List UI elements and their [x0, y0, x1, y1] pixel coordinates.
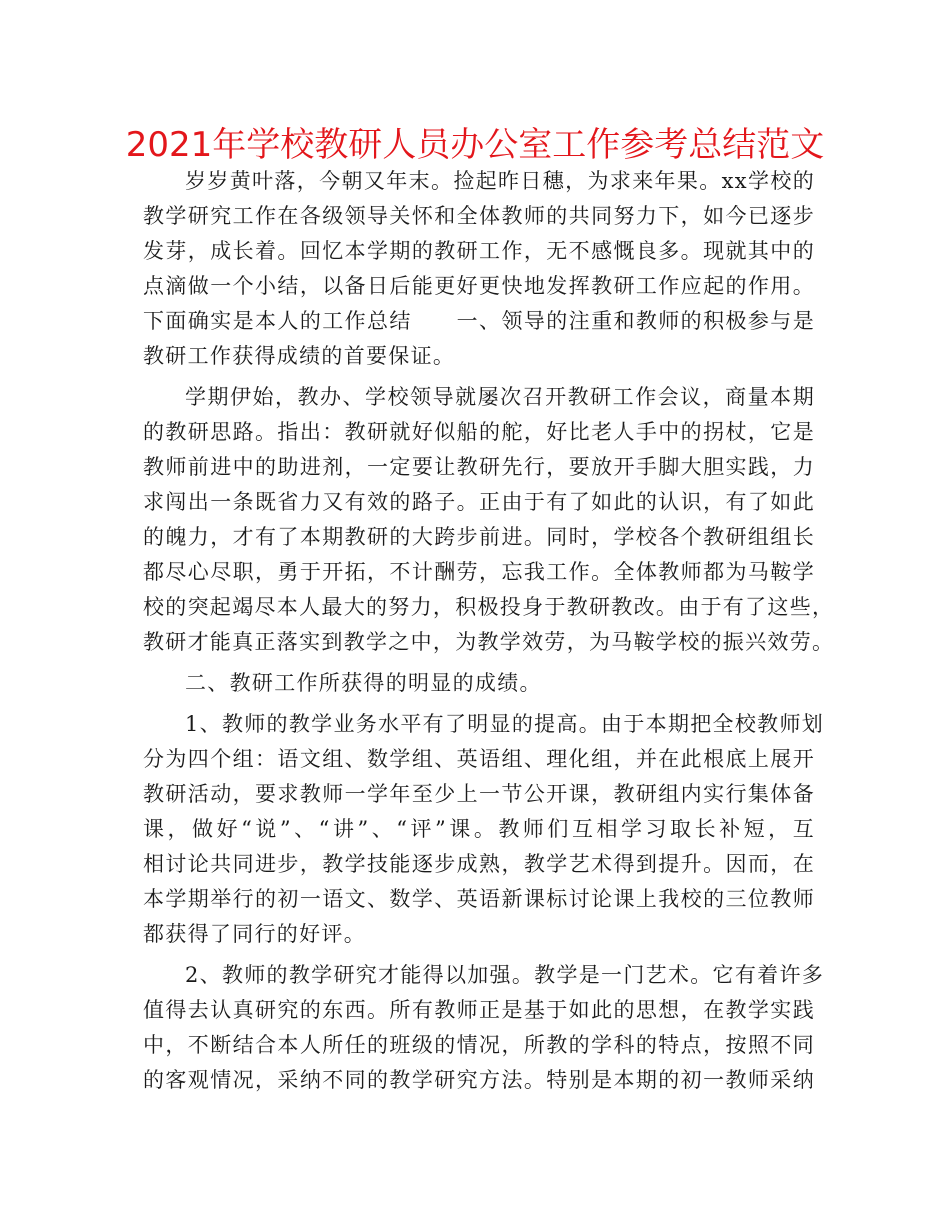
text-line: 2、教师的教学研究才能得以加强。教学是一门艺术。它有着许多: [185, 963, 825, 987]
document-title: 2021年学校教研人员办公室工作参考总结范文: [125, 125, 825, 165]
text-line: 发芽，成长着。回忆本学期的教研工作，无不感慨良多。现就其中的: [143, 239, 815, 263]
text-line: 的魄力，才有了本期教研的大跨步前进。同时，学校各个教研组组长: [143, 525, 815, 549]
text-line: 教学研究工作在各级领导关怀和全体教师的共同努力下，如今已逐步: [143, 204, 815, 228]
paragraph-1: [143, 164, 815, 374]
text-line: 校的突起竭尽本人最大的努力，积极投身于教研教改。由于有了这些，: [143, 595, 835, 619]
text-line: 1、教师的教学业务水平有了明显的提高。由于本期把全校教师划: [185, 712, 825, 736]
text-line: 教研才能真正落实到教学之中，为教学效劳，为马鞍学校的振兴效劳。: [143, 630, 835, 654]
text-line: 下面确实是本人的工作总结 一、领导的注重和教师的积极参与是: [143, 309, 815, 333]
text-line: 岁岁黄叶落，今朝又年末。捡起昨日穗，为求来年果。xx学校的: [185, 169, 815, 193]
text-line: 的客观情况，采纳不同的教学研究方法。特别是本期的初一教师采纳: [143, 1068, 815, 1092]
paragraph-4: [143, 707, 825, 952]
document-body: [143, 164, 835, 1098]
text-line: 中，不断结合本人所任的班级的情况，所教的学科的特点，按照不同: [143, 1033, 815, 1057]
text-line: 的教研思路。指出：教研就好似船的舵，好比老人手中的拐杖，它是: [143, 420, 815, 444]
text-line: 教研活动，要求教师一学年至少上一节公开课，教研组内实行集体备: [143, 782, 815, 806]
text-line: 值得去认真研究的东西。所有教师正是基于如此的思想，在教学实践: [143, 998, 815, 1022]
text-line: 教师前进中的助进剂，一定要让教研先行，要放开手脚大胆实践，力: [143, 455, 815, 479]
text-line: 分为四个组：语文组、数学组、英语组、理化组，并在此根底上展开: [143, 747, 815, 771]
text-line: 本学期举行的初一语文、数学、英语新课标讨论课上我校的三位教师: [143, 887, 815, 911]
text-line: 都尽心尽职，勇于开拓，不计酬劳，忘我工作。全体教师都为马鞍学: [143, 560, 815, 584]
section-heading-2: [143, 666, 815, 701]
text-line: 相讨论共同进步，教学技能逐步成熟，教学艺术得到提升。因而，在: [143, 852, 815, 876]
text-line: 点滴做一个小结，以备日后能更好更快地发挥教研工作应起的作用。: [143, 274, 815, 298]
paragraph-2: [143, 380, 835, 660]
text-line: 课，做好“说”、“讲”、“评”课。教师们互相学习取长补短，互: [143, 817, 815, 841]
text-line: 二、教研工作所获得的明显的成绩。: [185, 671, 542, 695]
text-line: 学期伊始，教办、学校领导就屡次召开教研工作会议，商量本期: [185, 385, 815, 409]
text-line: 都获得了同行的好评。: [143, 922, 366, 946]
text-line: 教研工作获得成绩的首要保证。: [143, 344, 456, 368]
paragraph-5: [143, 958, 825, 1098]
text-line: 求闯出一条既省力又有效的路子。正由于有了如此的认识，有了如此: [143, 490, 815, 514]
